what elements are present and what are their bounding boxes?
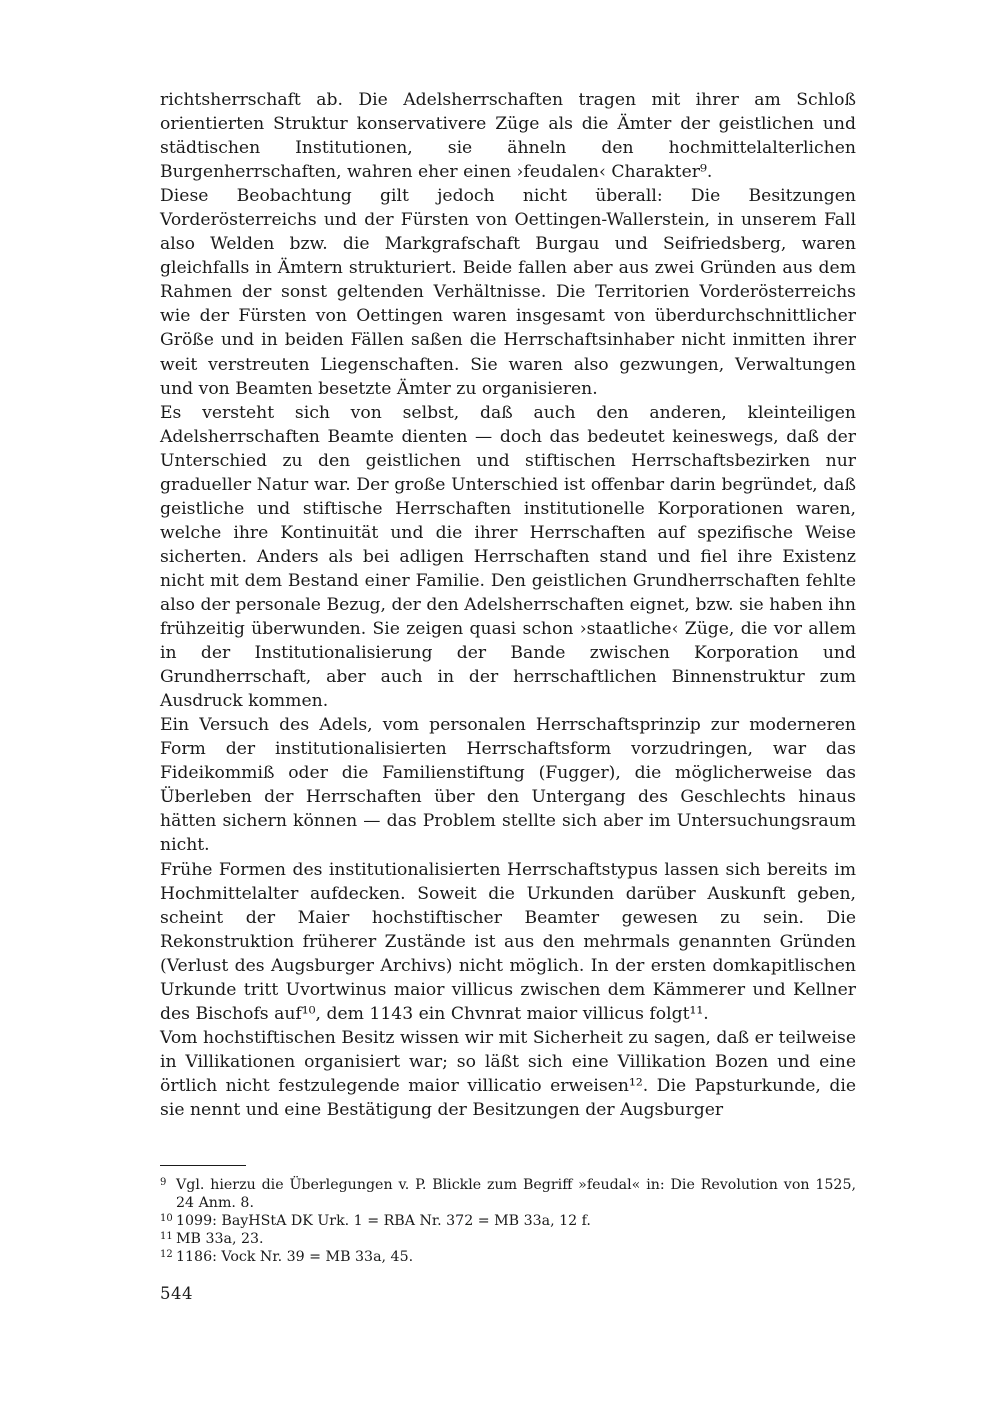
paragraph-2: Diese Beobachtung gilt jedoch nicht überall: Die Besitzungen Vorderösterreichs und der Fürsten von Oettingen-Wallerstein, in unserem Fall also Welden bzw. die Markgrafschaft Burgau und Seifriedsberg, waren gleichfalls in Ämtern strukturiert. Beide fallen aber aus zwei Gründen aus dem Rahmen der sonst geltenden Verhältnisse. Die Territorien Vorderösterreichs wie der Fürsten von Oettingen waren insgesamt von überdurchschnittlicher Größe und in beiden Fällen saßen die Herrschaftsinhaber nicht inmitten ihrer weit verstreuten Liegenschaften. Sie waren also gezwungen, Verwaltungen und von Beamten besetzte Ämter zu organisieren. [160,186,856,399]
footnote-text: MB 33a, 23. [176,1231,264,1247]
footnote-divider [160,1165,246,1166]
paragraph-4: Ein Versuch des Adels, vom personalen Herrschaftsprinzip zur moderneren Form der institutionalisierten Herrschaftsform vorzudringen, war das Fideikommiß oder die Familienstiftung (Fugger), die möglicherweise das Überleben der Herrschaften über den Untergang des Geschlechts hinaus hätten sichern können — das Problem stellte sich aber im Untersuchungsraum nicht. [160,715,856,856]
paragraph-3: Es versteht sich von selbst, daß auch den anderen, kleinteiligen Adelsherrschaften Beamte dienten — doch das bedeutet keineswegs, daß der Unterschied zu den geistlichen und stiftischen Herrschaftsbezirken nur gradueller Natur war. Der große Unterschied ist offenbar darin begründet, daß geistliche und stiftische Herrschaften institutionelle Korporationen waren, welche ihre Kontinuität und die ihrer Herrschaften auf spezifische Weise sicherten. Anders als bei adligen Herrschaften stand und fiel ihre Existenz nicht mit dem Bestand einer Familie. Den geistlichen Grundherrschaften fehlte also der personale Bezug, der den Adelsherrschaften eignet, bzw. sie haben ihn frühzeitig überwunden. Sie zeigen quasi schon ›staatliche‹ Züge, die vor allem in der Institutionalisierung der Bande zwischen Korporation und Grundherrschaft, aber auch in der herrschaftlichen Binnenstruktur zum Ausdruck kommen. [160,402,856,712]
footnote-text: Vgl. hierzu die Überlegungen v. P. Blickle zum Begriff »feudal« in: Die Revolution von 1525, 24 Anm. 8. [176,1177,856,1211]
footnotes [160,1176,856,1266]
footnote-text: 1099: BayHStA DK Urk. 1 = RBA Nr. 372 = MB 33a, 12 f. [176,1213,591,1229]
footnote-number: 9 [160,1177,167,1188]
footnote-text: 1186: Vock Nr. 39 = MB 33a, 45. [176,1249,414,1265]
footnote-number: 11 [160,1231,173,1242]
footnote-10 [160,1212,856,1230]
paragraph-6: Vom hochstiftischen Besitz wissen wir mit Sicherheit zu sagen, daß er teilweise in Villikationen organisiert war; so läßt sich eine Villikation Bozen und eine örtlich nicht festzulegende maior villicatio erweisen¹². Die Papsturkunde, die sie nennt und eine Bestätigung der Besitzungen der Augsburger [160,1027,856,1120]
footnote-number: 10 [160,1213,173,1224]
footnote-11 [160,1230,856,1248]
paragraph-1: richtsherrschaft ab. Die Adelsherrschaften tragen mit ihrer am Schloß orientierten Struktur konservativere Züge als die Ämter der geistlichen und städtischen Institutionen, sie ähneln den hochmittelalterlichen Burgenherrschaften, wahren eher einen ›feudalen‹ Charakter⁹. [160,90,856,183]
footnote-12 [160,1248,856,1266]
body-text [160,88,856,1122]
footnote-9 [160,1176,856,1212]
page-number: 544 [160,1284,193,1303]
paragraph-5: Frühe Formen des institutionalisierten Herrschaftstypus lassen sich bereits im Hochmittelalter aufdecken. Soweit die Urkunden darüber Auskunft geben, scheint der Maier hochstiftischer Beamter gewesen zu sein. Die Rekonstruktion früherer Zustände ist aus den mehrmals genannten Gründen (Verlust des Augsburger Archivs) nicht möglich. In der ersten domkapitlischen Urkunde tritt Uvortwinus maior villicus zwischen dem Kämmerer und Kellner des Bischofs auf¹⁰, dem 1143 ein Chvnrat maior villicus folgt¹¹. [160,859,856,1024]
footnote-number: 12 [160,1249,173,1260]
